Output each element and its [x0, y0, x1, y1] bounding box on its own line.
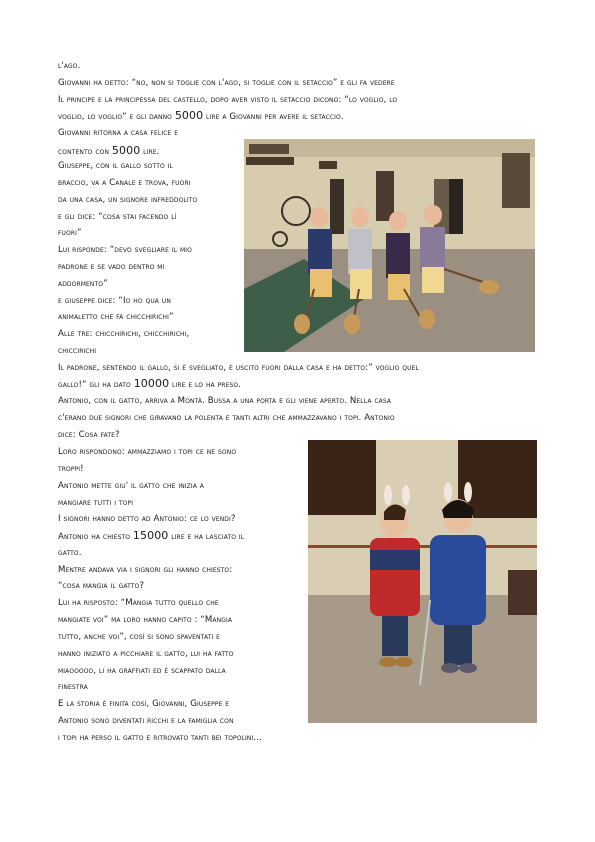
text-line: mangiate voi” ma loro hanno capito : “Mangia — [58, 615, 233, 625]
amount-15000: 15000 — [132, 529, 169, 542]
text-span: lire e ha lasciato il — [168, 532, 245, 542]
text-line: Giovanni ritorna a casa felice e — [58, 128, 179, 138]
text-line: Giuseppe, con il gallo sotto il — [58, 161, 173, 171]
amount-10000: 10000 — [133, 377, 170, 390]
text-line: braccio, va a Canale e trova, fuori — [58, 178, 191, 188]
text-span: lire e lo ha preso. — [169, 380, 242, 390]
text-line: mangiare tutti i topi — [58, 498, 134, 508]
text-line: hanno iniziato a picchiare il gatto, lui ha fatto — [58, 649, 234, 659]
text-line: Giovanni ha detto: “no, non si toglie con l'ago, si toglie con il setaccio” e gli fa vedere — [58, 78, 395, 88]
text-line: Il principe e la principessa del castello, dopo aver visto il setaccio dicono: “lo voglio, lo — [58, 95, 398, 105]
photo-toddlers-bunny-ears — [308, 440, 537, 723]
amount-5000: 5000 — [111, 144, 141, 157]
text-line: addormento” — [58, 279, 108, 289]
photo-illustration — [308, 440, 537, 723]
text-span: gallo!” gli ha dato — [58, 380, 134, 390]
text-line: Antonio, con il gatto, arriva a Montà. Bussa a una porta e gli viene aperto. Nella casa — [58, 396, 392, 406]
text-line: Mentre andava via i signori gli hanno chiesto: — [58, 565, 233, 575]
text-line: dice: Cosa fate? — [58, 430, 120, 440]
text-line — [58, 530, 244, 543]
text-line: i topi ha perso il gatto e ritrovato tanti bei topolini… — [58, 733, 263, 743]
text-line: E la storia è finita così, Giovanni, Giuseppe e — [58, 699, 230, 709]
text-line: I signori hanno detto ad Antonio: ce lo vendi? — [58, 514, 236, 524]
text-line: da una casa, un signore infreddolito — [58, 195, 198, 205]
text-line: Antonio sono diventati ricchi e la famiglia con — [58, 716, 234, 726]
text-line: miaooooo, li ha graffiati ed è scappato dalla — [58, 666, 226, 676]
text-line: Alle tre: chicchirichi, chicchirichi, — [58, 329, 190, 339]
text-line: Il padrone, sentendo il gallo, si è svegliato, è uscito fuori dalla casa e ha detto:” voglio quel — [58, 363, 419, 373]
text-line: animaletto che fa chicchirichi” — [58, 312, 174, 322]
text-line: c'erano due signori che giravano la polenta e tanti altri che ammazzavano i topi. Antonio — [58, 413, 395, 423]
text-span: contento con — [58, 147, 112, 157]
text-line: Lui risponde: “devo svegliare il mio — [58, 245, 192, 255]
text-line — [58, 145, 159, 158]
amount-5000: 5000 — [174, 109, 204, 122]
text-line: gatto. — [58, 548, 82, 558]
text-line: troppi! — [58, 464, 84, 474]
photo-illustration — [244, 139, 535, 352]
text-line: Loro rispondono: ammazziamo i topi ce ne sono — [58, 447, 237, 457]
text-line: e gli dice: “cosa stai facendo lì — [58, 212, 177, 222]
text-line: Lui ha risposto: “Mangia tutto quello che — [58, 598, 219, 608]
text-line — [58, 110, 344, 123]
text-line: Antonio mette giu' il gatto che inizia a — [58, 481, 204, 491]
text-line: l'ago. — [58, 61, 81, 71]
text-line: e giuseppe dice: “Io ho qua un — [58, 296, 171, 306]
text-line: padrone e se vado dentro mi — [58, 262, 165, 272]
text-line — [58, 378, 241, 391]
text-line: “cosa mangia il gatto? — [58, 581, 144, 591]
text-line: tutto, anche voi”, così si sono spaventati e — [58, 632, 221, 642]
text-span: lire a Giovanni per avere il setaccio. — [203, 112, 344, 122]
text-line: chiccirichi — [58, 346, 97, 356]
text-span: Antonio ha chiesto — [58, 532, 133, 542]
text-span: voglio, lo voglio” e gli danno — [58, 112, 175, 122]
text-span: lire. — [140, 147, 160, 157]
text-line: fuori” — [58, 228, 82, 238]
text-line: finestra — [58, 682, 88, 692]
photo-children-with-brooms — [244, 139, 535, 352]
